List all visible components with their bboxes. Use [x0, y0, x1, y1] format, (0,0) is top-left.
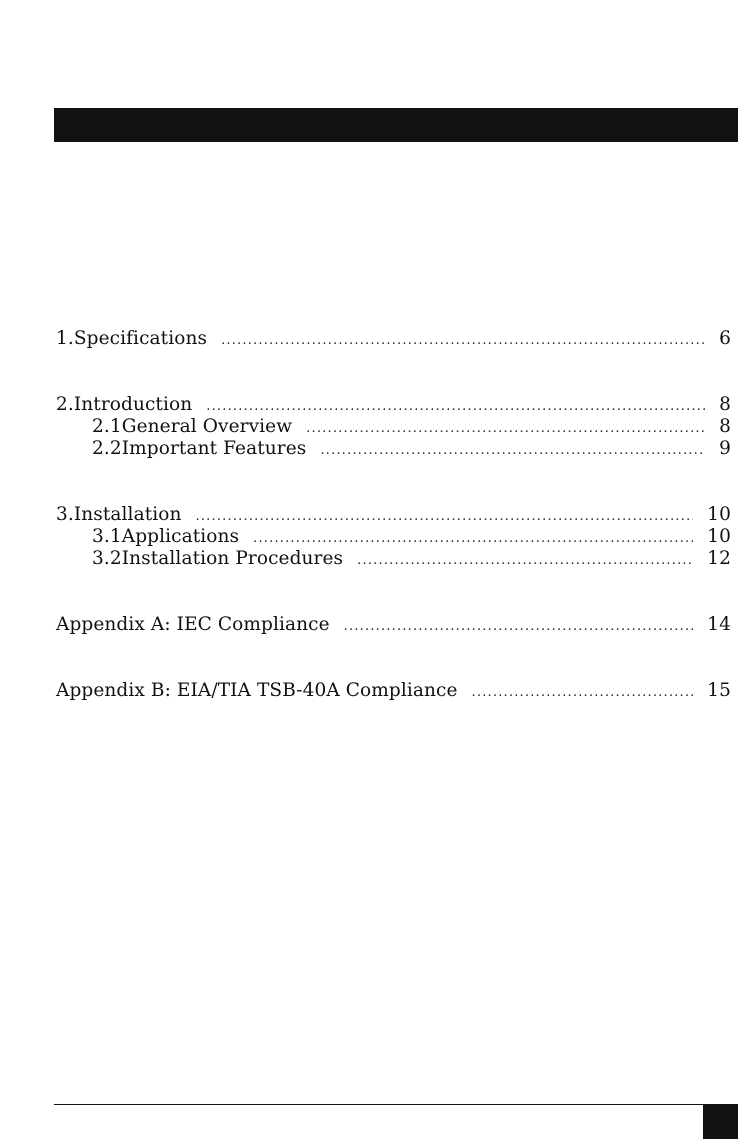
toc-entry-important-features[interactable] [56, 438, 731, 460]
toc-entry-title: Installation Procedures [121, 548, 344, 569]
toc-entry-page: 8 [719, 394, 731, 415]
toc-entry-installation[interactable] [56, 504, 731, 526]
toc-entry-page: 6 [719, 328, 731, 349]
toc-entry-appendix-a[interactable] [56, 614, 731, 636]
toc-entry-title: Applications [121, 526, 240, 547]
toc-entry-title: Specifications [73, 328, 208, 349]
toc-entry-applications[interactable] [56, 526, 731, 548]
dot-leader [206, 396, 705, 418]
dot-leader [196, 506, 694, 528]
toc-entry-specifications[interactable] [56, 328, 731, 350]
toc-entry-title: Introduction [73, 394, 193, 415]
footer-rule [54, 1104, 704, 1105]
toc-entry-page: 15 [707, 680, 731, 701]
dot-leader [221, 330, 705, 352]
toc-entry-page: 12 [707, 548, 731, 569]
toc-entry-number: 3. [56, 504, 74, 525]
toc-entry-title: Appendix A: IEC Compliance [56, 614, 330, 635]
toc-entry-title: General Overview [121, 416, 293, 437]
toc-entry-number: 2.1 [92, 416, 122, 437]
toc-entry-title: Appendix B: EIA/TIA TSB-40A Compliance [56, 680, 458, 701]
toc-entry-title: Installation [73, 504, 182, 525]
dot-leader [357, 550, 693, 572]
header-bar [54, 108, 738, 142]
toc-entry-number: 3.2 [92, 548, 122, 569]
toc-entry-page: 9 [719, 438, 731, 459]
dot-leader [306, 418, 705, 440]
toc-entry-installation-procedures[interactable] [56, 548, 731, 570]
page-tab [703, 1104, 738, 1139]
dot-leader [472, 682, 694, 704]
toc-entry-page: 8 [719, 416, 731, 437]
table-of-contents [56, 328, 731, 702]
toc-entry-number: 1. [56, 328, 74, 349]
dot-leader [344, 616, 694, 638]
toc-entry-number: 2. [56, 394, 74, 415]
toc-entry-introduction[interactable] [56, 394, 731, 416]
toc-entry-number: 2.2 [92, 438, 122, 459]
dot-leader [253, 528, 693, 550]
toc-entry-appendix-b[interactable] [56, 680, 731, 702]
toc-entry-page: 14 [707, 614, 731, 635]
toc-entry-general-overview[interactable] [56, 416, 731, 438]
toc-entry-page: 10 [707, 504, 731, 525]
dot-leader [320, 440, 705, 462]
toc-entry-number: 3.1 [92, 526, 122, 547]
toc-entry-title: Important Features [121, 438, 307, 459]
toc-entry-page: 10 [707, 526, 731, 547]
